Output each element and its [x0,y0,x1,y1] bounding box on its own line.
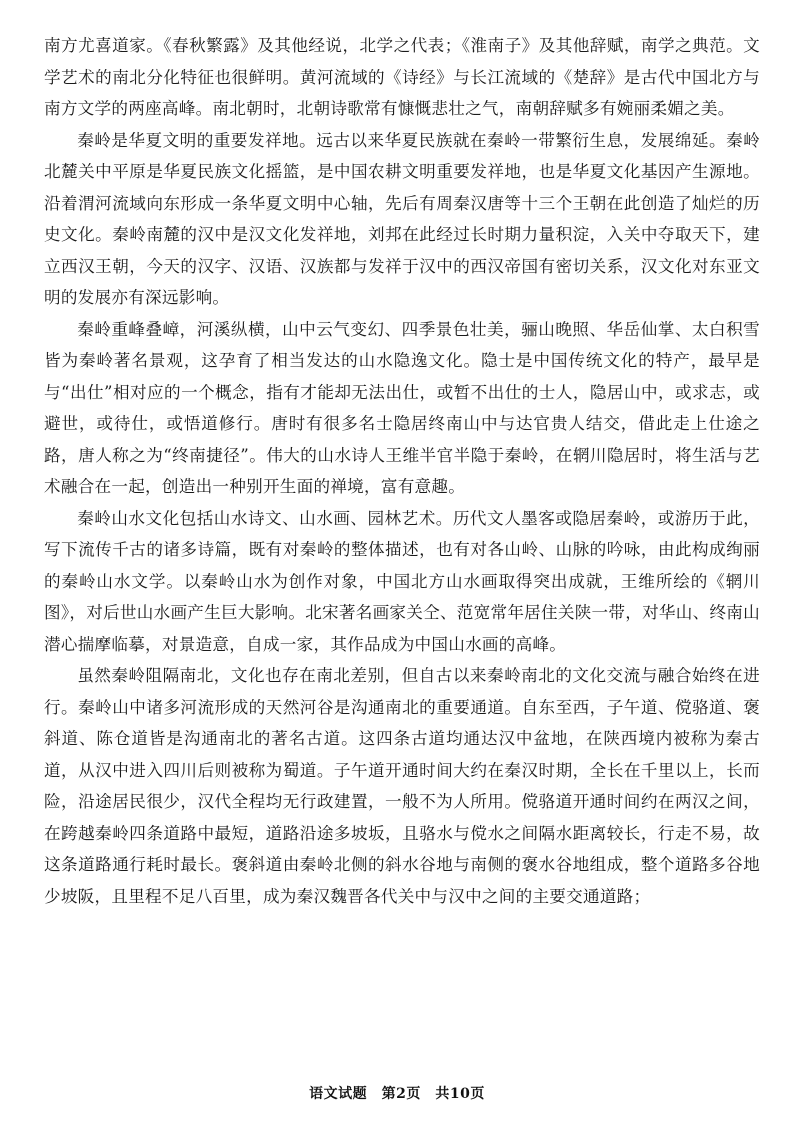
paragraph-qinling-origin: 秦岭是华夏文明的重要发祥地。远古以来华夏民族就在秦岭一带繁衍生息，发展绵延。秦岭北麓关中平原是华夏民族文化摇篮，是中国农耕文明重要发祥地，也是华夏文化基因产生源地。沿着渭河流域向东形成一条华夏文明中心轴，先后有周秦汉唐等十三个王朝在此创造了灿烂的历史文化。秦岭南麓的汉中是汉文化发祥地，刘邦在此经过长时期力量积淀，入关中夺取天下，建立西汉王朝，今天的汉字、汉语、汉族都与发祥于汉中的西汉帝国有密切关系，汉文化对东亚文明的发展亦有深远影响。 [44,130,760,307]
paragraph-hermit-culture: 秦岭重峰叠嶂，河溪纵横，山中云气变幻、四季景色壮美，骊山晚照、华岳仙掌、太白积雪皆为秦岭著名景观，这孕育了相当发达的山水隐逸文化。隐士是中国传统文化的特产，最早是与“出仕”相对应的一个概念，指有才能却无法出仕，或暂不出仕的士人，隐居山中，或求志，或避世，或待仕，或悟道修行。唐时有很多名士隐居终南山中与达官贵人结交，借此走上仕途之路，唐人称之为“终南捷径”。伟大的山水诗人王维半官半隐于秦岭，在辋川隐居时，将生活与艺术融合在一起，创造出一种别开生面的禅境，富有意趣。 [44,319,760,496]
page-footer: 语文试题 第2页 共10页 [309,1086,485,1102]
paragraph-landscape-culture: 秦岭山水文化包括山水诗文、山水画、园林艺术。历代文人墨客或隐居秦岭，或游历于此，写下流传千古的诸多诗篇，既有对秦岭的整体描述，也有对各山岭、山脉的吟咏，由此构成绚丽的秦岭山水文学。以秦岭山水为创作对象，中国北方山水画取得突出成就，王维所绘的《辋川图》，对后世山水画产生巨大影响。北宋著名画家关仝、范宽常年居住关陕一带，对华山、终南山潜心揣摩临摹，对景造意，自成一家，其作品成为中国山水画的高峰。 [44,508,760,654]
paragraph-continued: 南方尤喜道家。《春秋繁露》及其他经说，北学之代表；《淮南子》及其他辞赋，南学之典范。文学艺术的南北分化特征也很鲜明。黄河流域的《诗经》与长江流域的《楚辞》是古代中国北方与南方文学的两座高峰。南北朝时，北朝诗歌常有慷慨悲壮之气，南朝辞赋多有婉丽柔媚之美。 [44,36,760,118]
paragraph-ancient-roads: 虽然秦岭阻隔南北，文化也存在南北差别，但自古以来秦岭南北的文化交流与融合始终在进行。秦岭山中诸多河流形成的天然河谷是沟通南北的重要通道。自东至西，子午道、傥骆道、褒斜道、陈仓道皆是沟通南北的著名古道。这四条古道均通达汉中盆地，在陕西境内被称为秦古道，从汉中进入四川后则被称为蜀道。子午道开通时间大约在秦汉时期，全长在千里以上，长而险，沿途居民很少，汉代全程均无行政建置，一般不为人所用。傥骆道开通时间约在两汉之间，在跨越秦岭四条道路中最短，道路沿途多坡坂，且骆水与傥水之间隔水距离较长，行走不易，故这条道路通行耗时最长。褒斜道由秦岭北侧的斜水谷地与南侧的褒水谷地组成，整个道路多谷地少坡阪，且里程不足八百里，成为秦汉魏晋各代关中与汉中之间的主要交通道路； [44,666,760,906]
document-body [44,30,760,912]
